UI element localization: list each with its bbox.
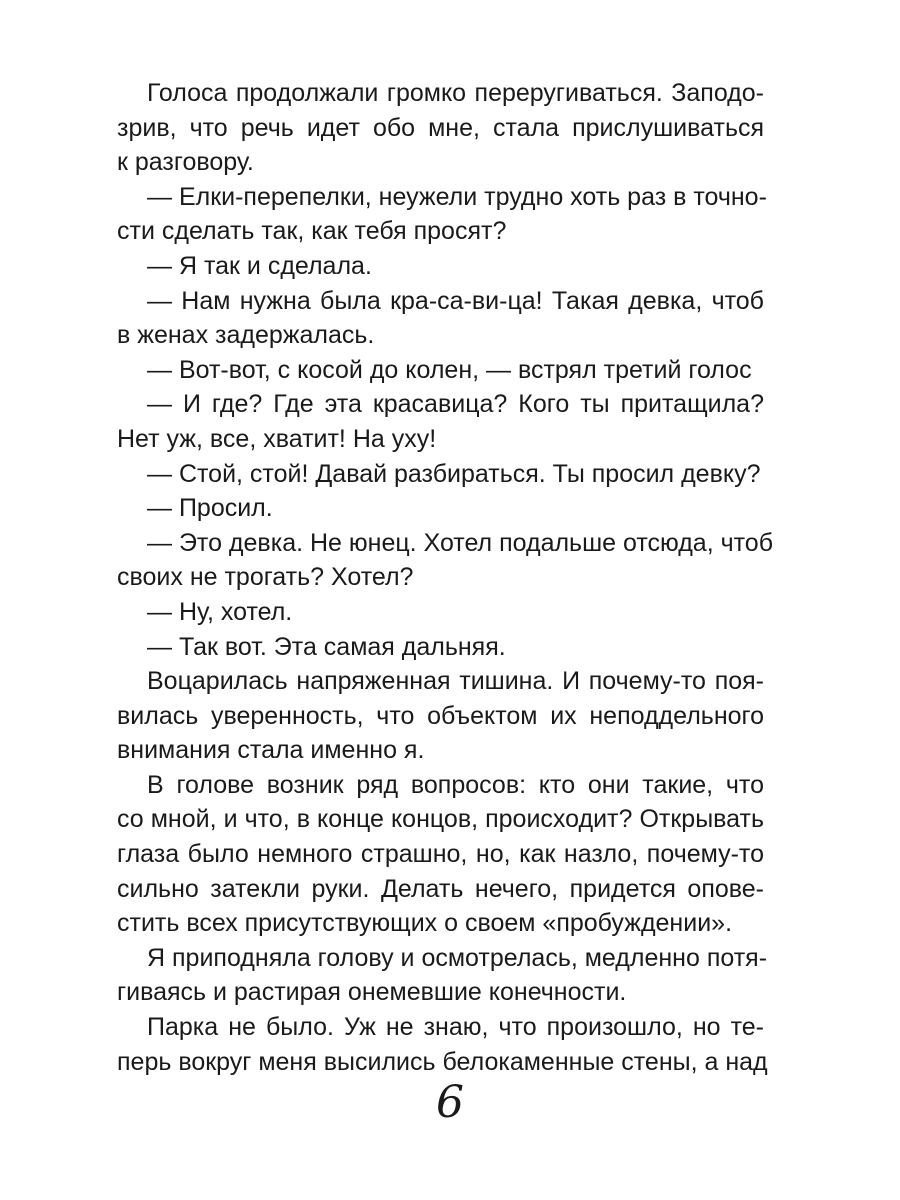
paragraph (117, 491, 764, 526)
text-line: — Вот-вот, с косой до колен, — встрял третий голос (147, 355, 752, 384)
text-line: стить всех присутствующих о своем «пробуждении». (117, 909, 733, 938)
text-line: Нет уж, все, хватит! На уху! (117, 424, 437, 453)
text-line: — И где? Где эта красавица? Кого ты притащила? (147, 390, 764, 419)
paragraph (117, 526, 774, 595)
paragraph (117, 595, 764, 630)
page-body (117, 76, 774, 1079)
text-line: — Я так и сделала. (147, 251, 372, 280)
text-line: — Ну, хотел. (147, 597, 293, 626)
text-line: своих не трогать? Хотел? (117, 563, 414, 592)
paragraph (117, 768, 764, 941)
text-line: зрив, что речь идет обо мне, стала прислушиваться (117, 113, 764, 142)
text-line: в женах задержалась. (117, 321, 375, 350)
paragraph (117, 457, 764, 492)
text-line: Воцарилась напряженная тишина. И почему-то поя- (147, 667, 764, 696)
paragraph (117, 387, 764, 456)
text-line: Парка не было. Уж не знаю, что произошло, но те- (147, 1013, 764, 1042)
text-line: со мной, и что, в конце концов, происходит? Открывать (117, 805, 764, 834)
paragraph (117, 249, 764, 284)
text-line: сильно затекли руки. Делать нечего, придется опове- (117, 874, 764, 903)
paragraph (117, 664, 764, 768)
page-number: 6 (436, 1077, 464, 1128)
text-line: — Елки-перепелки, неужели трудно хоть раз в точно- (147, 182, 767, 211)
paragraph (117, 941, 768, 1010)
text-line: вилась уверенность, что объектом их неподдельного (117, 701, 764, 730)
text-line: Голоса продолжали громко переругиваться. Заподо- (147, 79, 764, 107)
paragraph (117, 630, 764, 665)
paragraph (117, 1010, 768, 1079)
text-line: сти сделать так, как тебя просят? (117, 217, 507, 246)
text-line: — Стой, стой! Давай разбираться. Ты просил девку? (147, 459, 761, 488)
text-line: Я приподняла голову и осмотрелась, медленно потя- (147, 943, 768, 972)
text-line: — Нам нужна была кра-са-ви-ца! Такая девка, чтоб (147, 286, 764, 315)
text-line: — Это девка. Не юнец. Хотел подальше отсюда, чтоб (147, 528, 774, 557)
text-line: — Просил. (147, 494, 273, 523)
paragraph (117, 353, 764, 388)
paragraph (117, 76, 764, 180)
text-line: глаза было немного страшно, но, как назло, почему-то (117, 840, 764, 869)
text-line: перь вокруг меня высились белокаменные стены, а над (117, 1047, 768, 1076)
text-line: к разговору. (117, 148, 254, 177)
text-line: В голове возник ряд вопросов: кто они такие, что (147, 770, 764, 799)
text-line: гиваясь и растирая онемевшие конечности. (117, 978, 627, 1007)
text-line: — Так вот. Эта самая дальняя. (147, 632, 506, 661)
paragraph (117, 180, 767, 249)
paragraph (117, 284, 764, 353)
text-line: внимания стала именно я. (117, 736, 425, 765)
